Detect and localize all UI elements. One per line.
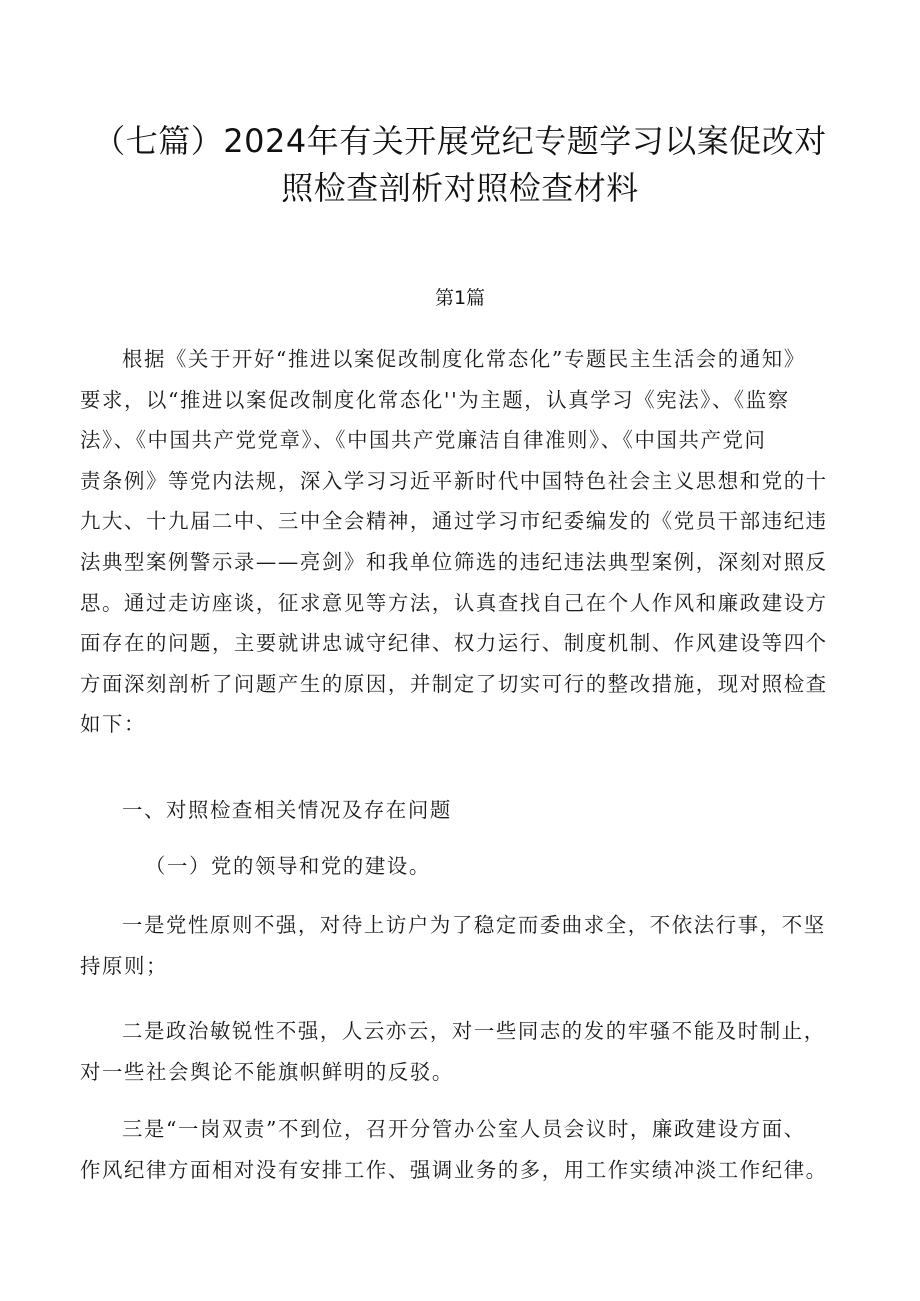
section-label: 第1篇 (434, 287, 486, 309)
subsection-heading: （一）党的领导和党的建设。 (145, 854, 431, 878)
section-heading: 一、对照检查相关情况及存在问题 (122, 798, 452, 822)
intro-line: 九大、十九届二中、三中全会精神，通过学习市纪委编发的《党员干部违纪违 (80, 509, 828, 534)
issue-item-2 (80, 1011, 860, 1092)
issue-line: 一是党性原则不强，对待上访户为了稳定而委曲求全，不依法行事，不坚 (122, 913, 826, 937)
intro-line: 根据《关于开好“推进以案促改制度化常态化”专题民主生活会的通知》 (122, 347, 806, 371)
document-title-line-1: （七篇）2024年有关开展党纪专题学习以案促改对 (93, 122, 827, 160)
intro-line: 要求，以“推进以案促改制度化常态化''为主题，认真学习《宪法》、《监察 (80, 387, 790, 412)
issue-line: 对一些社会舆论不能旗帜鲜明的反驳。 (80, 1059, 454, 1084)
intro-paragraph (80, 339, 860, 745)
intro-line: 方面深刻剖析了问题产生的原因，并制定了切实可行的整改措施，现对照检查 (80, 671, 828, 696)
issue-item-1 (80, 905, 860, 986)
intro-line: 面存在的问题，主要就讲忠诚守纪律、权力运行、制度机制、作风建设等四个 (80, 631, 828, 656)
issue-line: 三是“一岗双责”不到位，召开分管办公室人员会议时，廉政建设方面、 (122, 1117, 806, 1141)
intro-line: 思。通过走访座谈，征求意见等方法，认真查找自己在个人作风和廉政建设方 (80, 590, 828, 615)
issue-line: 二是政治敏锐性不强，人云亦云，对一些同志的发的牢骚不能及时制止， (122, 1019, 826, 1043)
issue-line: 作风纪律方面相对没有安排工作、强调业务的多，用工作实绩冲淡工作纪律。 (80, 1157, 828, 1182)
intro-line: 法》、《中国共产党党章》、《中国共产党廉洁自律准则》、《中国共产党问 (80, 428, 767, 453)
intro-line: 法典型案例警示录——亮剑》和我单位筛选的违纪违法典型案例，深刻对照反 (80, 549, 828, 574)
issue-line: 持原则； (80, 953, 168, 978)
issue-item-3 (80, 1109, 860, 1190)
document-title-line-2: 照检查剖析对照检查材料 (281, 169, 639, 207)
intro-line: 如下： (80, 712, 146, 737)
intro-line: 责条例》等党内法规，深入学习习近平新时代中国特色社会主义思想和党的十 (80, 468, 828, 493)
